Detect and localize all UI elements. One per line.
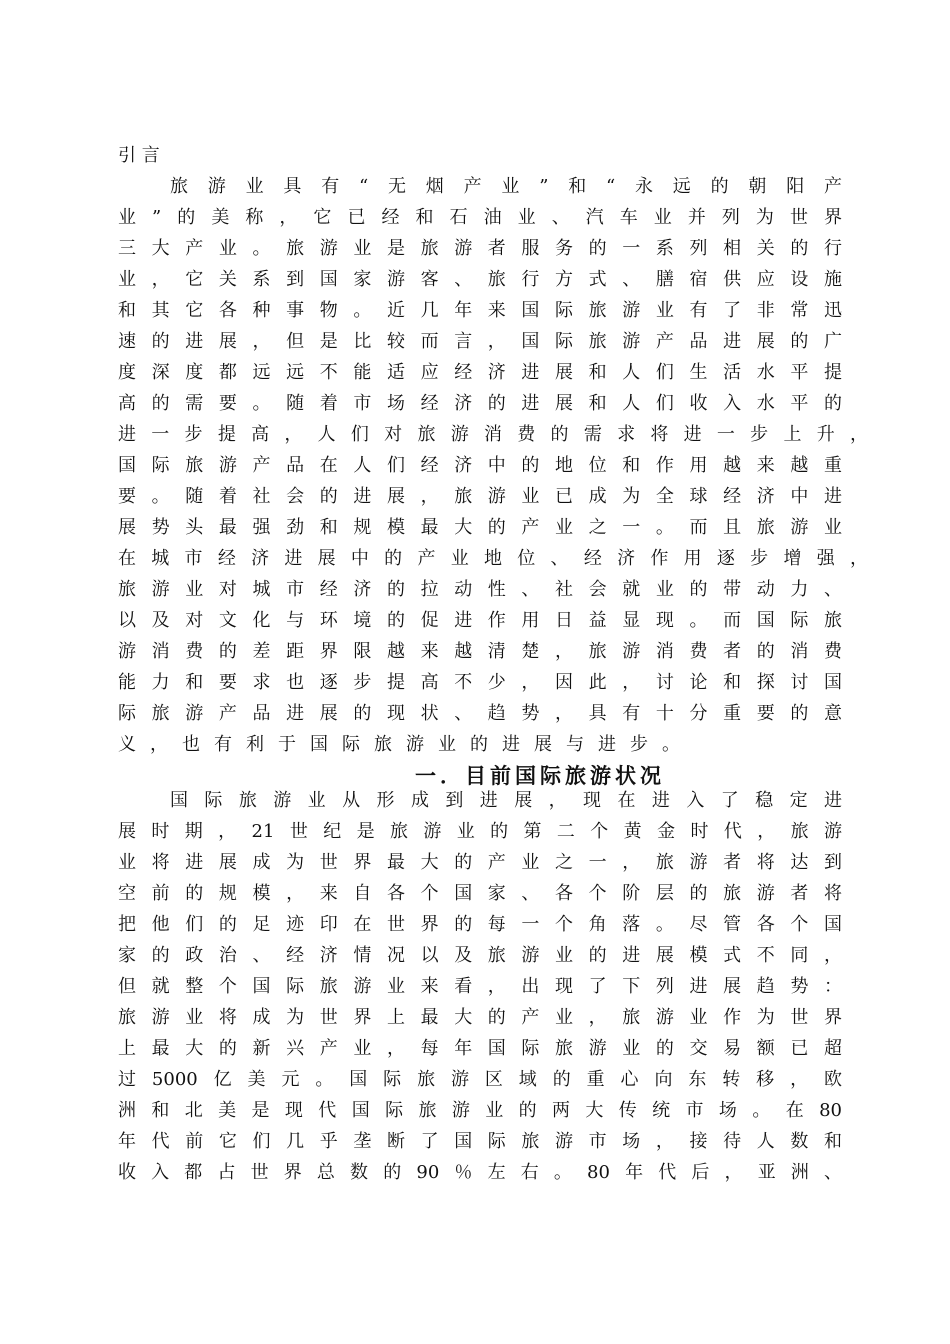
- intro-paragraph-line: 在城市经济进展中的产业地位、经济作用逐步增强，: [118, 548, 868, 569]
- section-paragraph-line: 展时期，21世纪是旅游业的第二个黄金时代，旅游: [118, 821, 842, 842]
- section-paragraph-line: 洲和北美是现代国际旅游业的两大传统市场。在80: [118, 1100, 842, 1121]
- intro-paragraph-line: 进一步提高，人们对旅游消费的需求将进一步上升，: [118, 424, 868, 445]
- section-paragraph-line: 收入都占世界总数的90％左右。80年代后，亚洲、: [118, 1162, 842, 1183]
- intro-paragraph-line: 要。随着社会的进展，旅游业已成为全球经济中进: [118, 486, 842, 507]
- intro-paragraph-line: 业”的美称，它已经和石油业、汽车业并列为世界: [118, 207, 842, 228]
- section-paragraph-line: 上最大的新兴产业，每年国际旅游业的交易额已超: [118, 1038, 842, 1059]
- intro-paragraph-line: 义，也有利于国际旅游业的进展与进步。: [118, 734, 694, 755]
- intro-paragraph-line: 三大产业。旅游业是旅游者服务的一系列相关的行: [118, 238, 842, 259]
- intro-title: 引 言: [118, 145, 160, 166]
- section-paragraph-line: 家的政治、经济情况以及旅游业的进展模式不同，: [118, 945, 842, 966]
- intro-paragraph-line: 以及对文化与环境的促进作用日益显现。而国际旅: [118, 610, 842, 631]
- section-paragraph-line: 把他们的足迹印在世界的每一个角落。尽管各个国: [118, 914, 842, 935]
- section-paragraph-line: 但就整个国际旅游业来看，出现了下列进展趋势：: [118, 976, 842, 997]
- intro-paragraph-line: 和其它各种事物。近几年来国际旅游业有了非常迅: [118, 300, 842, 321]
- intro-paragraph-line: 能力和要求也逐步提高不少，因此，讨论和探讨国: [118, 672, 842, 693]
- intro-paragraph-line: 旅游业对城市经济的拉动性、社会就业的带动力、: [118, 579, 842, 600]
- intro-paragraph-line: 游消费的差距界限越来越清楚，旅游消费者的消费: [118, 641, 842, 662]
- intro-paragraph-line: 国际旅游产品在人们经济中的地位和作用越来越重: [118, 455, 842, 476]
- section-paragraph-line: 过5000亿美元。国际旅游区域的重心向东转移，欧: [118, 1069, 842, 1090]
- intro-paragraph-line: 度深度都远远不能适应经济进展和人们生活水平提: [118, 362, 842, 383]
- section-paragraph-line: 旅游业将成为世界上最大的产业，旅游业作为世界: [118, 1007, 842, 1028]
- intro-paragraph-line: 业，它关系到国家游客、旅行方式、膳宿供应设施: [118, 269, 842, 290]
- intro-paragraph-line: 展势头最强劲和规模最大的产业之一。而且旅游业: [118, 517, 842, 538]
- section-paragraph-line: 国际旅游业从形成到进展，现在进入了稳定进: [170, 790, 842, 811]
- intro-paragraph-line: 旅游业具有“无烟产业”和“永远的朝阳产: [170, 176, 842, 197]
- section-paragraph-line: 业将进展成为世界最大的产业之一，旅游者将达到: [118, 852, 842, 873]
- intro-paragraph-line: 际旅游产品进展的现状、趋势，具有十分重要的意: [118, 703, 842, 724]
- section-heading: 一．目前国际旅游状况: [415, 763, 665, 788]
- section-paragraph-line: 年代前它们几乎垄断了国际旅游市场，接待人数和: [118, 1131, 842, 1152]
- section-paragraph-line: 空前的规模，来自各个国家、各个阶层的旅游者将: [118, 883, 842, 904]
- intro-paragraph-line: 高的需要。随着市场经济的进展和人们收入水平的: [118, 393, 842, 414]
- intro-paragraph-line: 速的进展，但是比较而言，国际旅游产品进展的广: [118, 331, 842, 352]
